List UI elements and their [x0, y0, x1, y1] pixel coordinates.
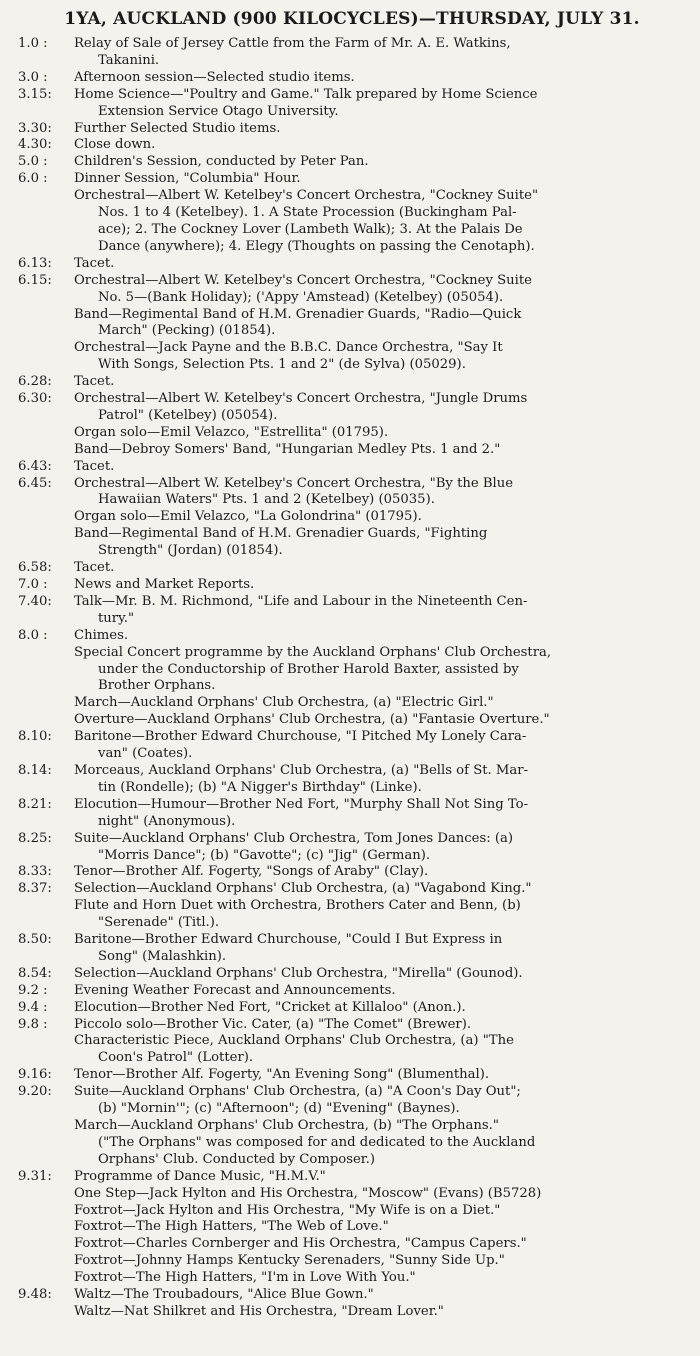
program-line: Foxtrot—Charles Cornberger and His Orchestra, "Campus Capers." [74, 1236, 527, 1252]
program-entry [18, 340, 686, 374]
program-entry [18, 307, 686, 341]
program-line: Chimes. [74, 627, 129, 643]
program-line: Suite—Auckland Orphans' Club Orchestra, (a) "A Coon's Day Out"; [74, 1084, 521, 1100]
program-line: Dinner Session, "Columbia" Hour. [74, 171, 301, 187]
program-text [74, 1219, 686, 1236]
program-text [74, 1304, 686, 1321]
program-entry [18, 1236, 686, 1253]
program-line: Foxtrot—The High Hatters, "I'm in Love With You." [74, 1270, 416, 1286]
program-text [74, 1186, 686, 1203]
program-time [18, 1186, 74, 1203]
program-entry [18, 881, 686, 898]
program-line: Selection—Auckland Orphans' Club Orchestra, "Mirella" (Gounod). [74, 965, 523, 981]
program-line: Programme of Dance Music, "H.M.V." [74, 1168, 326, 1184]
program-text [74, 391, 686, 425]
program-time: 3.30: [18, 120, 52, 136]
program-line: Tacet. [74, 374, 115, 390]
program-text [74, 797, 686, 831]
program-time: 6.43: [18, 458, 52, 474]
program-line: Waltz—The Troubadours, "Alice Blue Gown." [74, 1287, 374, 1303]
program-time [18, 645, 74, 696]
program-line: Strength" (Jordan) (01854). [98, 543, 283, 559]
program-line: Waltz—Nat Shilkret and His Orchestra, "Dream Lover." [74, 1303, 444, 1319]
program-entry [18, 256, 686, 273]
program-text [74, 577, 686, 594]
program-time: 7.0 : [18, 577, 48, 592]
program-line: Orchestral—Jack Payne and the B.B.C. Dance Orchestra, "Say It [74, 340, 503, 356]
program-time [18, 526, 74, 560]
program-line: Suite—Auckland Orphans' Club Orchestra, Tom Jones Dances: (a) [74, 830, 514, 846]
program-text [74, 712, 686, 729]
program-time: 8.33: [18, 864, 52, 880]
program-line: With Songs, Selection Pts. 1 and 2" (de Sylva) (05029). [98, 357, 466, 373]
program-line: March" (Pecking) (01854). [98, 323, 276, 339]
program-line: Orchestral—Albert W. Ketelbey's Concert Orchestra, "Cockney Suite" [74, 188, 539, 204]
program-line: Tenor—Brother Alf. Fogerty, "Songs of Araby" (Clay). [74, 864, 429, 880]
program-time: 8.10: [18, 729, 52, 745]
program-entry [18, 966, 686, 983]
program-entry [18, 188, 686, 256]
program-text [74, 1067, 686, 1084]
program-time: 3.0 : [18, 69, 48, 85]
program-time: 9.4 : [18, 999, 48, 1015]
program-text [74, 459, 686, 476]
program-text [74, 340, 686, 374]
program-entry [18, 864, 686, 881]
program-time: 7.40: [18, 593, 52, 609]
program-entry [18, 36, 686, 70]
program-entry [18, 137, 686, 154]
program-entry [18, 560, 686, 577]
program-entry [18, 374, 686, 391]
program-line: One Step—Jack Hylton and His Orchestra, "Moscow" (Evans) (B5728) [74, 1185, 542, 1201]
program-entry [18, 797, 686, 831]
program-time [18, 1253, 74, 1270]
program-time [18, 509, 74, 526]
program-line: Further Selected Studio items. [74, 120, 281, 136]
program-time: 6.30: [18, 391, 52, 407]
program-text [74, 476, 686, 510]
program-time [18, 307, 74, 341]
program-entry [18, 425, 686, 442]
program-text [74, 729, 686, 763]
program-time [18, 1236, 74, 1253]
program-line: Dance (anywhere); 4. Elegy (Thoughts on passing the Cenotaph). [98, 238, 535, 254]
program-entry [18, 1304, 686, 1321]
program-line: Morceaus, Auckland Orphans' Club Orchestra, (a) "Bells of St. Mar- [74, 762, 529, 778]
program-text [74, 628, 686, 645]
program-time: 8.25: [18, 830, 52, 846]
program-entry [18, 70, 686, 87]
program-text [74, 1203, 686, 1220]
program-time [18, 1270, 74, 1287]
program-line: News and Market Reports. [74, 577, 255, 592]
program-time: 9.31: [18, 1168, 52, 1184]
program-line: Baritone—Brother Edward Churchouse, "Could I But Express in [74, 932, 503, 948]
program-entry [18, 594, 686, 628]
program-line: Relay of Sale of Jersey Cattle from the Farm of Mr. A. E. Watkins, [74, 36, 511, 51]
program-entry [18, 1017, 686, 1034]
program-text [74, 36, 686, 70]
program-line: March—Auckland Orphans' Club Orchestra, (a) "Electric Girl." [74, 695, 494, 711]
program-time [18, 1203, 74, 1220]
program-time: 8.21: [18, 796, 52, 812]
program-line: Foxtrot—Johnny Hamps Kentucky Serenaders, "Sunny Side Up." [74, 1253, 505, 1269]
program-time: 1.0 : [18, 36, 48, 51]
program-line: Baritone—Brother Edward Churchouse, "I Pitched My Lonely Cara- [74, 729, 527, 745]
program-text [74, 1084, 686, 1118]
program-time [18, 1304, 74, 1321]
program-line: Flute and Horn Duet with Orchestra, Brothers Cater and Benn, (b) [74, 898, 521, 914]
program-text [74, 70, 686, 87]
program-line: Extension Service Otago University. [98, 103, 339, 119]
program-time: 8.50: [18, 932, 52, 948]
program-time: 9.8 : [18, 1016, 48, 1032]
program-line: Organ solo—Emil Velazco, "Estrellita" (01795). [74, 424, 389, 440]
program-time: 6.0 : [18, 171, 48, 187]
program-entry [18, 1033, 686, 1067]
program-time: 3.15: [18, 86, 52, 102]
program-time: 6.28: [18, 374, 52, 390]
program-entry [18, 87, 686, 121]
program-entry [18, 476, 686, 510]
program-entry [18, 273, 686, 307]
program-text [74, 509, 686, 526]
program-time [18, 340, 74, 374]
program-time [18, 712, 74, 729]
program-time [18, 695, 74, 712]
page-title: 1YA, AUCKLAND (900 KILOCYCLES)—THURSDAY, JULY 31. [64, 9, 640, 29]
program-line: Foxtrot—Jack Hylton and His Orchestra, "My Wife is on a Diet." [74, 1202, 501, 1218]
program-text [74, 425, 686, 442]
program-entry [18, 1219, 686, 1236]
program-entry [18, 391, 686, 425]
program-text [74, 1118, 686, 1169]
program-time: 9.48: [18, 1287, 52, 1303]
program-entry [18, 763, 686, 797]
program-line: Overture—Auckland Orphans' Club Orchestra, (a) "Fantasie Overture." [74, 712, 550, 728]
program-line: No. 5—(Bank Holiday); ('Appy 'Amstead) (Ketelbey) (05054). [98, 289, 504, 305]
program-entry [18, 526, 686, 560]
program-entry [18, 712, 686, 729]
program-text [74, 1253, 686, 1270]
program-entry [18, 1118, 686, 1169]
program-line: Home Science—"Poultry and Game." Talk prepared by Home Science [74, 86, 538, 102]
program-text [74, 307, 686, 341]
program-text [74, 121, 686, 138]
program-line: (b) "Mornin'"; (c) "Afternoon"; (d) "Evening" (Baynes). [98, 1101, 460, 1117]
program-text [74, 137, 686, 154]
program-entry [18, 983, 686, 1000]
program-text [74, 1287, 686, 1304]
program-line: Band—Regimental Band of H.M. Grenadier Guards, "Fighting [74, 526, 488, 542]
program-entry [18, 1270, 686, 1287]
program-line: Piccolo solo—Brother Vic. Cater, (a) "The Comet" (Brewer). [74, 1016, 472, 1032]
program-entry [18, 459, 686, 476]
program-text [74, 1169, 686, 1186]
program-entry [18, 1169, 686, 1186]
program-line: tury." [98, 610, 135, 626]
program-text [74, 1236, 686, 1253]
program-entry [18, 509, 686, 526]
program-text [74, 881, 686, 898]
program-time [18, 188, 74, 256]
program-line: Organ solo—Emil Velazco, "La Golondrina" (01795). [74, 509, 422, 525]
program-text [74, 171, 686, 188]
program-line: Evening Weather Forecast and Announcements. [74, 982, 396, 998]
program-time: 8.0 : [18, 627, 48, 643]
program-line: Close down. [74, 137, 156, 153]
program-time: 5.0 : [18, 154, 48, 170]
program-entry [18, 645, 686, 696]
program-entry [18, 171, 686, 188]
program-text [74, 1017, 686, 1034]
program-time: 6.15: [18, 272, 52, 288]
program-text [74, 695, 686, 712]
program-line: Orchestral—Albert W. Ketelbey's Concert Orchestra, "Jungle Drums [74, 391, 528, 407]
program-time: 9.20: [18, 1084, 52, 1100]
program-time: 6.45: [18, 475, 52, 491]
program-line: Takanini. [98, 52, 160, 68]
program-text [74, 983, 686, 1000]
program-line: Elocution—Humour—Brother Ned Fort, "Murphy Shall Not Sing To- [74, 796, 529, 812]
program-line: Orphans' Club. Conducted by Composer.) [98, 1151, 375, 1167]
program-line: Coon's Patrol" (Lotter). [98, 1050, 254, 1066]
program-line: Foxtrot—The High Hatters, "The Web of Love." [74, 1219, 389, 1235]
program-entry [18, 1186, 686, 1203]
program-line: Nos. 1 to 4 (Ketelbey). 1. A State Procession (Buckingham Pal- [98, 205, 517, 221]
program-time: 6.13: [18, 255, 52, 271]
program-time: 6.58: [18, 560, 52, 576]
program-entry [18, 1253, 686, 1270]
program-line: under the Conductorship of Brother Harold Baxter, assisted by [98, 661, 519, 677]
program-entry [18, 1067, 686, 1084]
program-line: "Morris Dance"; (b) "Gavotte"; (c) "Jig" (German). [98, 847, 431, 863]
program-line: Talk—Mr. B. M. Richmond, "Life and Labour in the Nineteenth Cen- [74, 593, 528, 609]
program-text [74, 1033, 686, 1067]
program-line: Band—Debroy Somers' Band, "Hungarian Medley Pts. 1 and 2." [74, 441, 501, 457]
program-text [74, 1270, 686, 1287]
program-entry [18, 121, 686, 138]
program-time [18, 1219, 74, 1236]
program-entry [18, 628, 686, 645]
program-line: Characteristic Piece, Auckland Orphans' Club Orchestra, (a) "The [74, 1033, 514, 1049]
program-entry [18, 695, 686, 712]
program-line: Orchestral—Albert W. Ketelbey's Concert Orchestra, "Cockney Suite [74, 272, 532, 288]
program-entry [18, 1000, 686, 1017]
program-text [74, 864, 686, 881]
program-text [74, 763, 686, 797]
program-line: Band—Regimental Band of H.M. Grenadier Guards, "Radio—Quick [74, 306, 522, 322]
program-line: Song" (Malashkin). [98, 948, 227, 964]
program-entry [18, 577, 686, 594]
program-entry [18, 1084, 686, 1118]
program-text [74, 966, 686, 983]
program-text [74, 898, 686, 932]
program-line: March—Auckland Orphans' Club Orchestra, (b) "The Orphans." [74, 1118, 499, 1133]
program-entry [18, 831, 686, 865]
program-time [18, 1118, 74, 1169]
program-line: Afternoon session—Selected studio items. [74, 69, 355, 85]
program-line: Orchestral—Albert W. Ketelbey's Concert Orchestra, "By the Blue [74, 475, 514, 491]
program-time [18, 1033, 74, 1067]
program-line: Children's Session, conducted by Peter Pan. [74, 154, 369, 170]
program-text [74, 188, 686, 256]
program-text [74, 526, 686, 560]
program-entry [18, 442, 686, 459]
program-line: Elocution—Brother Ned Fort, "Cricket at Killaloo" (Anon.). [74, 999, 466, 1015]
program-time: 8.14: [18, 762, 52, 778]
program-text [74, 932, 686, 966]
program-line: Tacet. [74, 458, 115, 474]
program-time: 4.30: [18, 137, 52, 153]
program-time: 9.2 : [18, 982, 48, 998]
program-text [74, 594, 686, 628]
program-line: night" (Anonymous). [98, 813, 236, 829]
program-line: Special Concert programme by the Auckland Orphans' Club Orchestra, [74, 644, 552, 660]
program-line: ace); 2. The Cockney Lover (Lambeth Walk); 3. At the Palais De [98, 221, 523, 237]
program-entry [18, 1203, 686, 1220]
program-text [74, 374, 686, 391]
program-text [74, 831, 686, 865]
program-text [74, 442, 686, 459]
program-line: "Serenade" (Titl.). [98, 915, 220, 931]
program-text [74, 560, 686, 577]
program-text [74, 256, 686, 273]
program-line: van" (Coates). [98, 746, 193, 762]
program-line: tin (Rondelle); (b) "A Nigger's Birthday" (Linke). [98, 779, 422, 795]
program-line: Tacet. [74, 560, 115, 576]
program-time [18, 442, 74, 459]
program-line: Hawaiian Waters" Pts. 1 and 2 (Ketelbey) (05035). [98, 492, 435, 508]
program-line: Patrol" (Ketelbey) (05054). [98, 407, 278, 423]
program-entry [18, 1287, 686, 1304]
program-time [18, 425, 74, 442]
program-entry [18, 729, 686, 763]
program-time: 8.37: [18, 881, 52, 897]
program-line: Tenor—Brother Alf. Fogerty, "An Evening Song" (Blumenthal). [74, 1067, 490, 1083]
program-entry [18, 154, 686, 171]
program-text [74, 645, 686, 696]
program-line: Selection—Auckland Orphans' Club Orchestra, (a) "Vagabond King." [74, 881, 532, 897]
program-text [74, 87, 686, 121]
program-text [74, 154, 686, 171]
program-time [18, 898, 74, 932]
program-time: 9.16: [18, 1067, 52, 1083]
program-entry [18, 898, 686, 932]
program-listing [18, 36, 686, 1321]
program-line: ("The Orphans" was composed for and dedicated to the Auckland [98, 1134, 536, 1150]
program-text [74, 273, 686, 307]
program-text [74, 1000, 686, 1017]
program-entry [18, 932, 686, 966]
program-line: Brother Orphans. [98, 678, 216, 694]
program-line: Tacet. [74, 255, 115, 271]
program-time: 8.54: [18, 965, 52, 981]
